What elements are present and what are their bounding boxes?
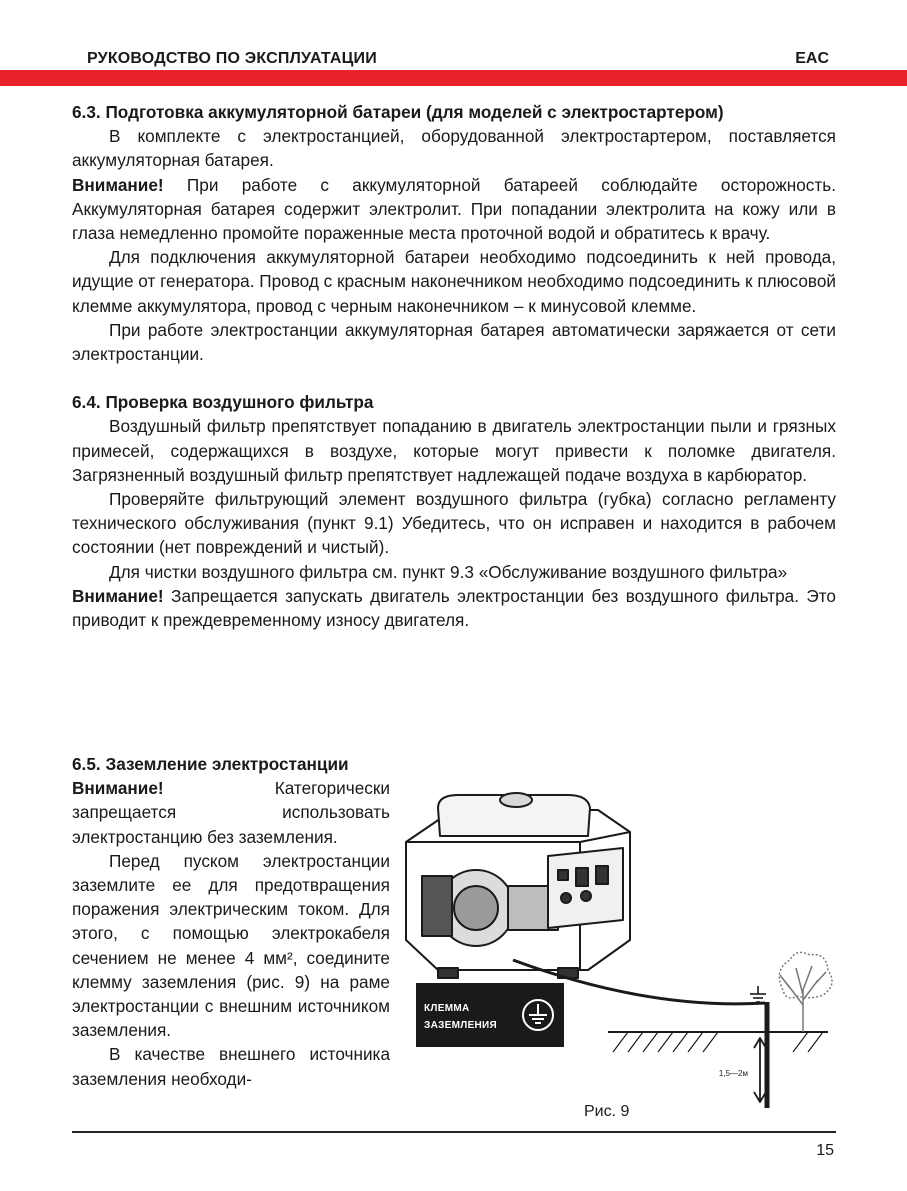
figure-caption: Рис. 9 <box>584 1103 630 1120</box>
section-6-3-warning <box>72 173 836 246</box>
section-6-3-heading: 6.3. Подготовка аккумуляторной батареи (для моделей с электростартером) <box>72 102 724 122</box>
section-6-5-heading: 6.5. Заземление электростанции <box>72 754 349 774</box>
section-6-4-warning <box>72 584 836 632</box>
warning-text: При работе с аккумуляторной батареей соблюдайте осторожность. Аккумуляторная батарея содержит электролит. При попадании электролита на кожу или в глаза немедленно промойте пораженные места проточной водой и обратитесь к врачу. <box>72 174 836 244</box>
label-line-2: ЗАЗЕМЛЕНИЯ <box>424 1020 498 1031</box>
depth-arrow <box>754 1038 766 1102</box>
section-6-5-paragraph-1: Перед пуском электростанции заземлите ее для предотвращения поражения электрическим током. Для этого, с помощью электрокабеля сечением не менее 4 мм², соедините клемму заземления (рис. 9) на раме электростанции с внешним источником заземления. <box>72 850 390 1041</box>
section-6-5-warning <box>72 776 390 849</box>
warning-label: Внимание! <box>72 778 164 799</box>
depth-label: 1,5—2м <box>718 1069 748 1078</box>
control-panel <box>548 848 623 928</box>
section-6-4-paragraph-1: Воздушный фильтр препятствует попаданию в двигатель электростанции пыли и грязных примесей, содержащихся в воздухе, которые могут привести к поломке двигателя. Загрязненный воздушный фильтр препятствует надлежащей подаче воздуха в карбюратор. <box>72 416 836 485</box>
fuel-cap <box>500 793 532 807</box>
earth-symbol <box>750 986 766 1002</box>
section-6-3-paragraph-3: При работе электростанции аккумуляторная батарея автоматически заряжается от сети электростанции. <box>72 319 836 365</box>
page-number: 15 <box>816 1142 834 1159</box>
footer-rule <box>72 1131 836 1133</box>
eac-mark: EAC <box>795 50 829 67</box>
section-6-4-heading: 6.4. Проверка воздушного фильтра <box>72 392 374 413</box>
warning-text: Запрещается запускать двигатель электростанции без воздушного фильтра. Это приводит к преждевременному износу двигателя. <box>72 585 836 631</box>
label-line-1: КЛЕММА <box>424 1003 470 1014</box>
page-header <box>0 0 907 90</box>
ground-hatching <box>613 1032 823 1052</box>
warning-text: Категорически запрещается использовать электростанцию без заземления. <box>72 778 390 847</box>
section-6-5 <box>72 752 390 1091</box>
header-red-band <box>0 70 907 86</box>
air-filter-box <box>422 876 452 936</box>
section-6-5-paragraph-2: В качестве внешнего источника заземления необходи- <box>72 1044 390 1089</box>
manual-title: РУКОВОДСТВО ПО ЭКСПЛУАТАЦИИ <box>87 50 377 67</box>
section-6-4-paragraph-2: Проверяйте фильтрующий элемент воздушного фильтра (губка) согласно регламенту технического обслуживания (пункт 9.1) Убедитесь, что он исправен и находится в рабочем состоянии (нет повреждений и чистый). <box>72 489 836 558</box>
section-6-3-paragraph-1: В комплекте с электростанцией, оборудованной электростартером, поставляется аккумуляторная батарея. <box>72 126 836 171</box>
section-6-3-paragraph-2: Для подключения аккумуляторной батареи необходимо подсоединить к ней провода, идущие от генератора. Провод с красным наконечником необходимо подсоединить к плюсовой клемме аккумулятора, провод с черным наконечником – к минусовой клемме. <box>72 247 836 316</box>
ground-terminal-label <box>416 983 564 1047</box>
grounding-illustration <box>398 790 838 1130</box>
section-6-4-paragraph-3: Для чистки воздушного фильтра см. пункт 9.3 «Обслуживание воздушного фильтра» <box>109 561 788 582</box>
warning-label: Внимание! <box>72 585 164 606</box>
ground-terminal-icon <box>520 997 556 1033</box>
warning-label: Внимание! <box>72 174 164 195</box>
tree <box>779 952 832 1032</box>
main-content <box>72 100 836 632</box>
